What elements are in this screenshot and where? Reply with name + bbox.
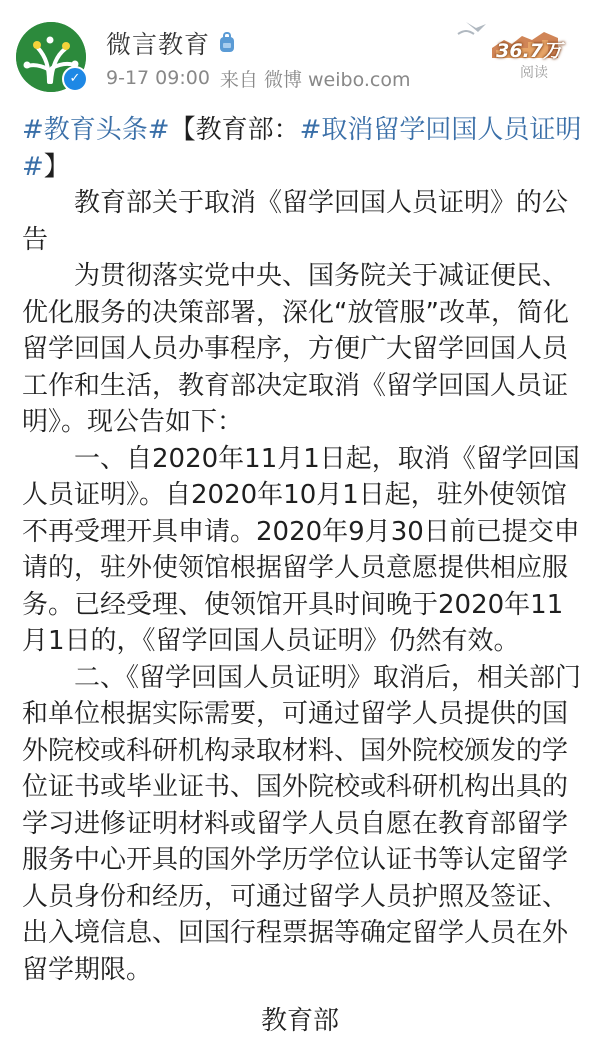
paragraph-intro: 为贯彻落实党中央、国务院关于减证便民、优化服务的决策部署，深化“放管服”改革，简化留学回国人员办事程序，方便广大留学回国人员工作和生活，教育部决定取消《留学回国人员证明》。现公告如下： [22, 261, 569, 437]
read-count-badge[interactable] [452, 14, 562, 80]
topic-link-cancel-certificate[interactable]: #取消留学回国人员证明# [22, 115, 582, 182]
paragraph-item-two: 二、《留学回国人员证明》取消后，相关部门和单位根据实际需要，可通过留学人员提供的国外院校或科研机构录取材料、国外院校颁发的学位证书或毕业证书、国外院校或科研机构出具的学习进修证明材料或留学人员自愿在教育部留学服务中心开具的国外学历学位认证书等认定留学人员身份和经历，可通过留学人员护照及签证、出入境信息、回国行程票据等确定留学人员在外留学期限。 [22, 662, 582, 985]
backpack-member-icon[interactable] [218, 32, 236, 54]
post-header [0, 0, 600, 108]
headline-bracket-close: 】 [43, 151, 70, 182]
headline-bracket: 【教育部： [169, 115, 300, 145]
post-meta [106, 64, 420, 92]
account-name-row [106, 26, 236, 60]
read-count: 36.7万 [496, 40, 562, 62]
verified-check-icon: ✓ [62, 66, 88, 92]
topic-link-headline[interactable]: #教育头条# [22, 115, 170, 145]
post-timestamp: 9-17 09:00 [106, 67, 210, 89]
read-label: 阅读 [520, 65, 548, 81]
paragraph-item-one: 一、自2020年11月1日起，取消《留学回国人员证明》。自2020年10月1日起，驻外使领馆不再受理开具申请。2020年9月30日前已提交申请的，驻外使领馆根据留学人员意愿提供相应服务。已经受理、使领馆开具时间晚于2020年11月1日的，《留学回国人员证明》仍然有效。 [22, 443, 580, 656]
account-name[interactable]: 微言教育 [106, 30, 211, 59]
post-content [22, 112, 582, 988]
post-source[interactable]: 来自 微博 weibo.com [219, 68, 411, 91]
announcement-title: 教育部关于取消《留学回国人员证明》的公告 [22, 188, 569, 255]
signature: 教育部 [260, 1006, 339, 1036]
post-headline [22, 112, 582, 185]
